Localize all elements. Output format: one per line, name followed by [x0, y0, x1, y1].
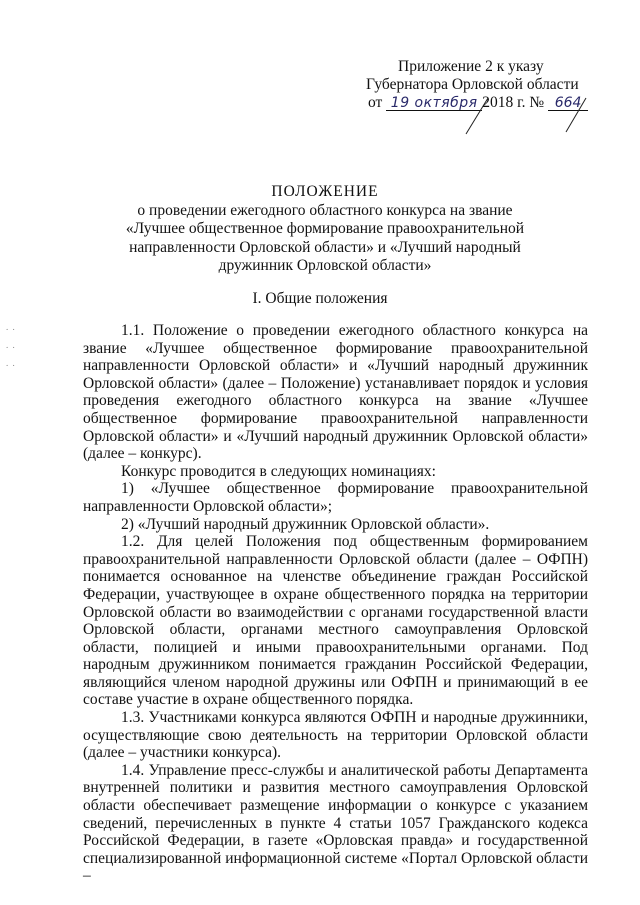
handwritten-date: 19 октября — [386, 96, 482, 111]
title-line-2: «Лучшее общественное формирование правоохранительной — [125, 220, 525, 237]
margin-mark: . . — [6, 340, 16, 350]
margin-mark: . . — [6, 322, 16, 332]
document-title — [120, 183, 530, 276]
annex-from-label: от — [368, 94, 383, 111]
title-line-4: дружинник Орловской области» — [218, 257, 432, 274]
paragraph-1-3: 1.3. Участниками конкурса являются ОФПН и народные дружинники, осуществляющие свою деятельность на территории Орловской области (далее – участники конкурса). — [83, 709, 588, 762]
annex-line-1: Приложение 2 к указу — [398, 58, 544, 75]
title-line-1: о проведении ежегодного областного конкурса на звание — [137, 201, 513, 219]
pen-stroke-1 — [462, 96, 492, 136]
document-body — [83, 322, 588, 885]
margin-mark: . . — [6, 358, 16, 368]
title-line-3: направленности Орловской области» и «Лучший народный — [129, 238, 521, 256]
handwritten-number: 664 — [548, 96, 588, 111]
annex-year-label: 2018 г. № — [482, 94, 545, 111]
annex-line-2: Губернатора Орловской области — [366, 76, 579, 93]
title-heading: ПОЛОЖЕНИЕ — [271, 183, 379, 200]
section-heading: I. Общие положения — [252, 290, 388, 307]
paragraph-1-1: 1.1. Положение о проведении ежегодного областного конкурса на звание «Лучшее общественное формирование правоохранительной направленности Орловской области» и «Лучший народный дружинник Орловской области» (далее – Положение) устанавливает порядок и условия проведения ежегодного областного конкурса на звание «Лучшее общественное формирование правоохранительной направленности Орловской области» и «Лучший народный дружинник Орловской области» (далее – конкурс). — [83, 322, 588, 463]
paragraph-nomination-2: 2) «Лучший народный дружинник Орловской области». — [121, 515, 490, 533]
paragraph-nominations-intro: Конкурс проводится в следующих номинациях: — [121, 462, 436, 480]
paragraph-1-2: 1.2. Для целей Положения под общественным формированием правоохранительной направленности Орловской области (далее – ОФПН) понимается основанное на членстве объединение граждан Российской Федерации, участвующее в охране общественного порядка на территории Орловской области во взаимодействии с органами государственной власти Орловской области, органами местного самоуправления Орловской области, полицией и иными правоохранительными органами. Под народным дружинником понимается гражданин Российской Федерации, являющийся членом народной дружины или ОФПН и принимающий в ее составе участие в охране общественного порядка. — [83, 533, 588, 709]
paragraph-nomination-1: 1) «Лучшее общественное формирование правоохранительной направленности Орловской области»; — [83, 480, 588, 515]
pen-stroke-2 — [560, 96, 590, 136]
paragraph-1-4: 1.4. Управление пресс-службы и аналитической работы Департамента внутренней политики и развития местного самоуправления Орловской области обеспечивает размещение информации о конкурсе с указанием сведений, перечисленных в пункте 4 статьи 1057 Гражданского кодекса Российской Федерации, в газете «Орловская правда» и государственной специализированной информационной системе «Портал Орловской области – — [83, 761, 588, 885]
